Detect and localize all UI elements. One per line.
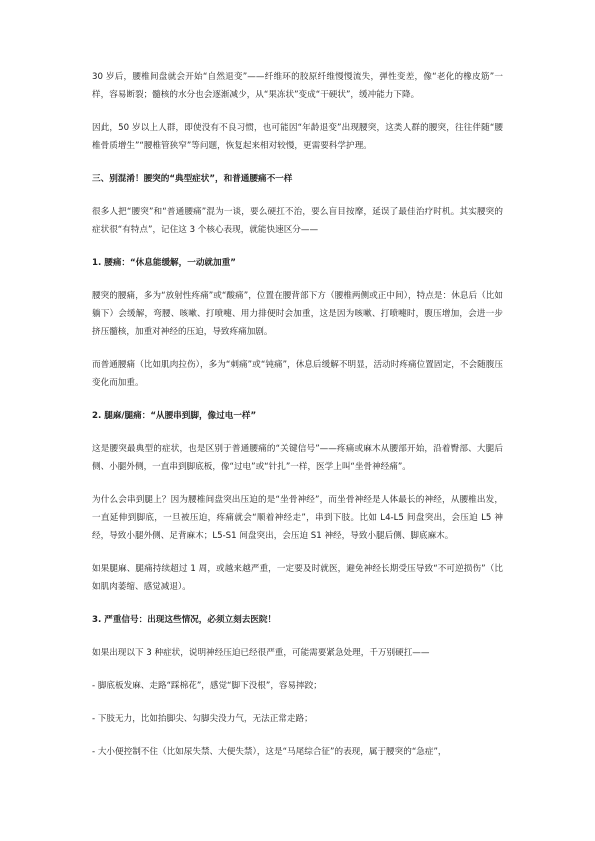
subheading-severe-signs: 3. 严重信号：出现这些情况，必须立刻去医院！ — [92, 615, 277, 625]
paragraph-symptoms-intro: 很多人把“腰突”和“普通腰痛”混为一谈，要么硬扛不治，要么盲目按摩，延误了最佳治疗时机。其实腰突的症状很“有特点”，记住这 3 个核心表现，就能快速区分—— — [92, 207, 503, 235]
subheading-leg-numbness: 2. 腿麻/腿痛：“从腰串到脚，像过电一样” — [92, 411, 257, 421]
paragraph-seek-care: 如果腿麻、腿痛持续超过 1 周，或越来越严重，一定要及时就医，避免神经长期受压导致“不可逆损伤”（比如肌肉萎缩、感觉减退）。 — [92, 564, 503, 592]
list-item-foot-numbness: - 脚底板发麻、走路“踩棉花”，感觉“脚下没根”，容易摔跤； — [92, 681, 322, 691]
list-item-leg-weakness: - 下肢无力，比如抬脚尖、勾脚尖没力气，无法正常走路； — [92, 714, 313, 724]
list-item-incontinence: - 大小便控制不住（比如尿失禁、大便失禁），这是“马尾综合征”的表现，属于腰突的“急症”， — [92, 747, 447, 757]
paragraph-ordinary-pain: 而普通腰痛（比如肌肉拉伤），多为“刺痛”或“钝痛”，休息后缓解不明显，活动时疼痛位置固定，不会随腹压变化而加重。 — [92, 360, 503, 388]
paragraph-degeneration: 30 岁后，腰椎间盘就会开始“自然退变”——纤维环的胶原纤维慢慢流失，弹性变差，像“老化的橡皮筋”一样，容易断裂；髓核的水分也会逐渐减少，从“果冻状”变成“干硬状”，缓冲能力下降。 — [92, 72, 503, 100]
paragraph-back-pain: 腰突的腰痛，多为“放射性疼痛”或“酸痛”，位置在腰背部下方（腰椎两侧或正中间），特点是：休息后（比如躺下）会缓解，弯腰、咳嗽、打喷嚏、用力排便时会加重，这是因为咳嗽、打喷嚏时，腹压增加，会进一步挤压髓核，加重对神经的压迫，导致疼痛加剧。 — [92, 291, 503, 337]
section-heading-symptoms: 三、别混淆！腰突的“典型症状”，和普通腰痛不一样 — [92, 174, 293, 184]
paragraph-sciatica: 这是腰突最典型的症状，也是区别于普通腰痛的“关键信号”——疼痛或麻木从腰部开始，沿着臀部、大腿后侧、小腿外侧，一直串到脚底板，像“过电”或“针扎”一样，医学上叫“坐骨神经痛”。 — [92, 444, 503, 472]
paragraph-sciatic-nerve: 为什么会串到腿上？因为腰椎间盘突出压迫的是“坐骨神经”，而坐骨神经是人体最长的神经，从腰椎出发，一直延伸到脚底，一旦被压迫，疼痛就会“顺着神经走”，串到下肢。比如 L4-L5 间盘突出，会压迫 L5 神经，导致小腿外侧、足背麻木；L5-S1 间盘突出，会压迫 S1 神经，导致小腿后侧、脚底麻木。 — [92, 495, 503, 541]
paragraph-age-risk: 因此，50 岁以上人群，即使没有不良习惯，也可能因“年龄退变”出现腰突，这类人群的腰突，往往伴随“腰椎骨质增生”“腰椎管狭窄”等问题，恢复起来相对较慢，更需要科学护理。 — [92, 123, 503, 151]
paragraph-severe-intro: 如果出现以下 3 种症状，说明神经压迫已经很严重，可能需要紧急处理，千万别硬扛—— — [92, 648, 430, 658]
subheading-back-pain: 1. 腰痛：“休息能缓解，一动就加重” — [92, 258, 236, 268]
